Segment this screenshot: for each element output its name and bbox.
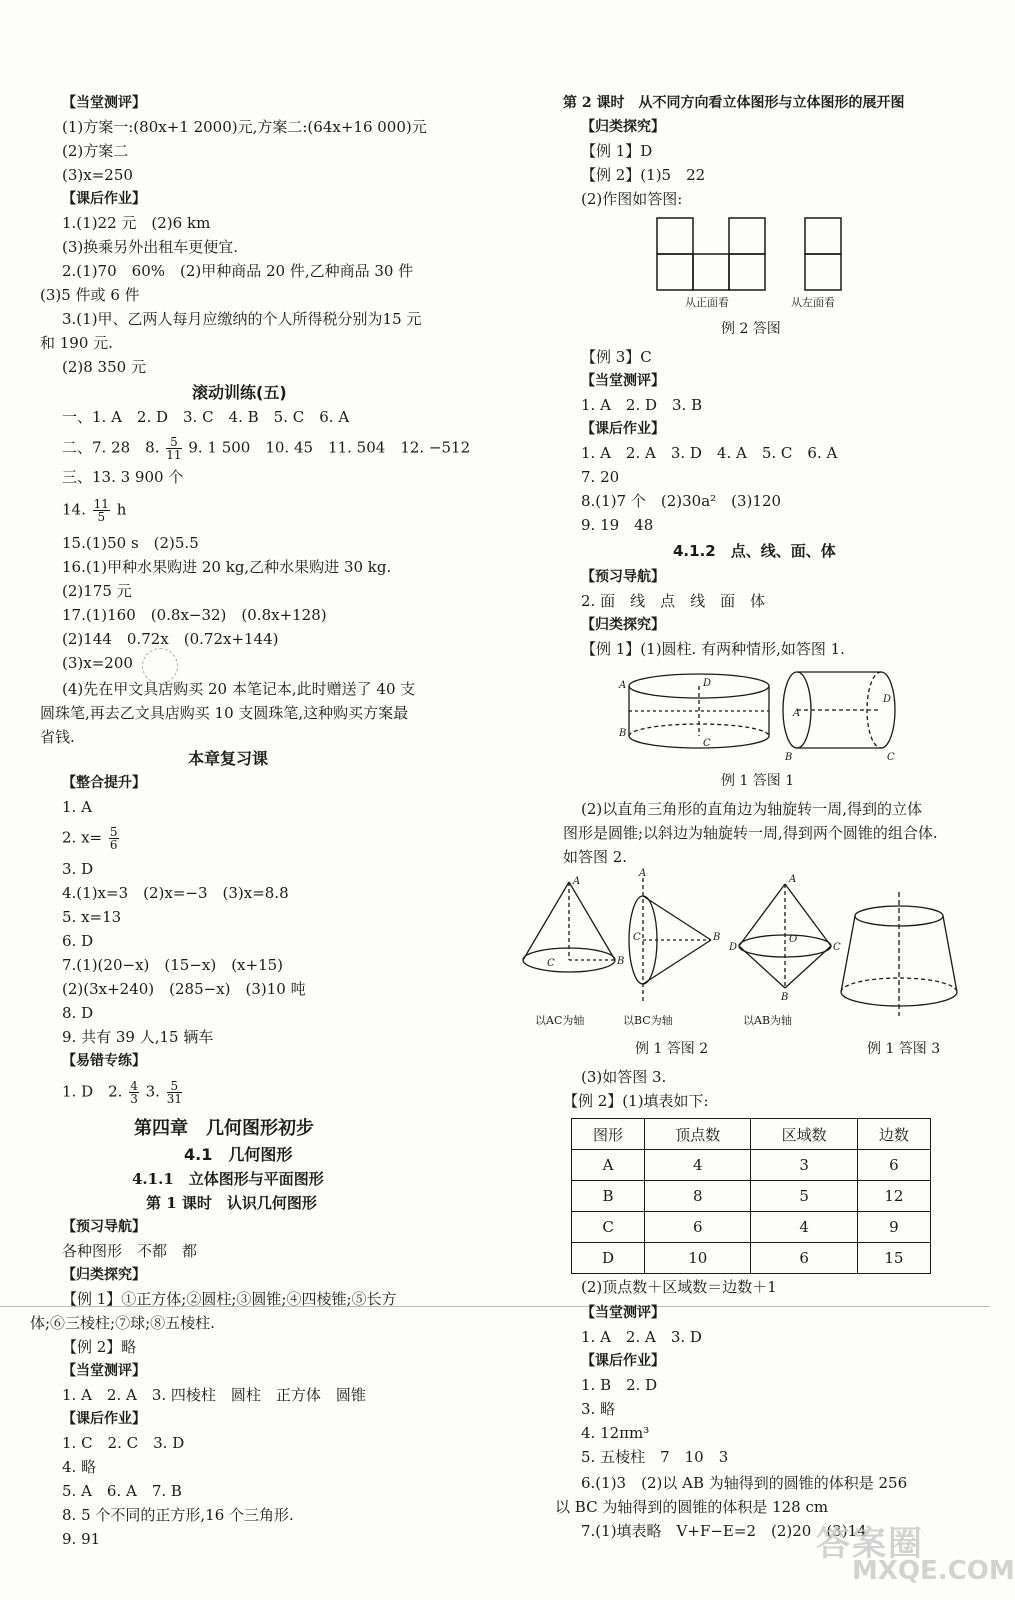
answer-line: 【例 1】①正方体;②圆柱;③圆锥;④四棱锥;⑤长方: [62, 1290, 397, 1308]
answer-line: (3)5 件或 6 件: [40, 286, 140, 304]
figure-caption: 例 1 答图 1: [721, 773, 795, 789]
section-heading: 【当堂测评】: [581, 1305, 665, 1321]
fraction: [109, 826, 119, 851]
answer-line: 5. x=13: [62, 908, 122, 926]
answer-line: (2)8 350 元: [62, 358, 146, 376]
table-cell: 4: [645, 1150, 751, 1181]
answer-line: 1. B 2. D: [581, 1376, 658, 1394]
answer-line: 【例 1】(1)圆柱. 有两种情形,如答图 1.: [581, 640, 845, 658]
answer-line: 【例 3】C: [581, 348, 652, 366]
table-cell: 4: [751, 1212, 857, 1243]
answer-line: 体;⑥三棱柱;⑦球;⑧五棱柱.: [30, 1314, 215, 1332]
answer-line: 15.(1)50 s (2)5.5: [62, 534, 199, 552]
point-label: C: [547, 958, 555, 969]
point-label: B: [713, 932, 721, 943]
answer-line: (3)换乘另外出租车更便宜.: [62, 238, 239, 256]
point-label: D: [703, 678, 712, 689]
cylinder-bottom-arc: [629, 736, 769, 748]
section-heading: 【归类探究】: [581, 119, 665, 135]
answer-line: 5. 五棱柱 7 10 3: [581, 1448, 729, 1466]
left-view-caption: 从左面看: [791, 296, 835, 309]
frustum-side: [943, 916, 957, 992]
answer-line: 1. A 2. D 3. B: [581, 396, 703, 414]
frustum: [841, 892, 957, 1016]
answer-line: 三、13. 3 900 个: [62, 468, 184, 486]
answer-line: (2)以直角三角形的直角边为轴旋转一周,得到的立体: [581, 800, 923, 818]
axis-caption: 以BC为轴: [623, 1014, 673, 1027]
denominator: 6: [109, 838, 118, 852]
axis-caption: 以AB为轴: [743, 1014, 793, 1027]
front-view-square: [657, 254, 693, 290]
fraction: [93, 498, 110, 523]
answer-line: 7. 20: [581, 468, 620, 486]
left-view-square: [805, 218, 841, 254]
table-row: [572, 1181, 931, 1212]
answer-line: 1. A 2. A 3. 四棱柱 圆柱 正方体 圆锥: [62, 1386, 366, 1404]
figure-caption: 例 1 答图 2: [635, 1041, 709, 1057]
answer-line: [62, 497, 127, 524]
section-heading: 【当堂测评】: [62, 1363, 146, 1379]
subsection-title: 4.1.2 点、线、面、体: [673, 542, 836, 560]
section-title: 滚动训练(五): [192, 383, 287, 402]
denominator: 31: [166, 1092, 182, 1106]
answer-line: 1.(1)22 元 (2)6 km: [62, 214, 211, 232]
answer-line: 3. 略: [581, 1400, 616, 1418]
scan-crease-line: [0, 1306, 990, 1307]
numerator: 4: [130, 1079, 138, 1093]
answer-line: (3)如答图 3.: [581, 1068, 667, 1086]
table-cell: 6: [645, 1212, 751, 1243]
answer-line: 8. 5 个不同的正方形,16 个三角形.: [62, 1506, 294, 1524]
answer-line: 3. D: [62, 860, 94, 878]
section-title: 本章复习课: [188, 749, 269, 768]
answer-text: 1. D 2.: [62, 1082, 123, 1101]
answer-line: 1. A 2. A 3. D: [581, 1328, 702, 1346]
numerator: 11: [93, 497, 109, 511]
answer-line: 圆珠笔,再去乙文具店购买 10 支圆珠笔,这种购买方案最: [40, 704, 409, 722]
answer-line: 【例 2】(1)填表如下:: [563, 1092, 709, 1110]
answer-line: (4)先在甲文具店购买 20 本笔记本,此时赠送了 40 支: [62, 680, 416, 698]
table-header: 顶点数: [645, 1119, 751, 1150]
answer-line: 【例 2】(1)5 22: [581, 166, 706, 184]
answer-line: (2)作图如答图:: [581, 190, 683, 208]
answer-line: 9. 19 48: [581, 516, 654, 534]
answer-line: 9. 91: [62, 1530, 101, 1548]
answer-line: 以 BC 为轴得到的圆锥的体积是 128 cm: [555, 1498, 829, 1516]
table-cell: 5: [751, 1181, 857, 1212]
answer-line: 如答图 2.: [563, 848, 628, 866]
table-header: 图形: [572, 1119, 645, 1150]
section-heading: 【整合提升】: [62, 775, 146, 791]
cone-bc-axis: [629, 878, 711, 1004]
table-cell: 3: [751, 1150, 857, 1181]
answer-line: 8.(1)7 个 (2)30a² (3)120: [581, 492, 782, 510]
front-view-caption: 从正面看: [685, 296, 729, 309]
answer-line: 6.(1)3 (2)以 AB 为轴得到的圆锥的体积是 256: [581, 1474, 908, 1492]
point-label: B: [617, 956, 625, 967]
section-heading: 【归类探究】: [581, 617, 665, 633]
answer-line: 1. A: [62, 798, 92, 816]
double-cone-ab-axis: [739, 884, 831, 988]
point-label: A: [619, 680, 627, 691]
answer-text: 3.: [145, 1082, 160, 1101]
lesson-title: 第 2 课时 从不同方向看立体图形与立体图形的展开图: [563, 95, 905, 111]
answer-line: 图形是圆锥;以斜边为轴旋转一周,得到两个圆锥的组合体.: [563, 824, 938, 842]
cylinder-right-arc: [881, 672, 895, 748]
point-label: B: [781, 992, 789, 1003]
watermark-logo: 答案圈: [816, 1524, 924, 1564]
answer-line: 16.(1)甲种水果购进 20 kg,乙种水果购进 30 kg.: [62, 558, 392, 576]
table-row: [572, 1150, 931, 1181]
point-label: A: [793, 708, 801, 719]
section-heading: 【课后作业】: [62, 191, 146, 207]
answer-line: (2)顶点数＋区域数＝边数＋1: [581, 1278, 777, 1296]
front-view-square: [729, 254, 765, 290]
denominator: 3: [130, 1092, 138, 1106]
front-view-square: [729, 218, 765, 254]
cone-base: [739, 935, 831, 957]
table-cell: 10: [645, 1243, 751, 1274]
answer-line: 7.(1)(20−x) (15−x) (x+15): [62, 956, 284, 974]
cone-side: [643, 940, 711, 984]
answer-text: 二、7. 28 8.: [62, 438, 160, 457]
table-cell: 12: [857, 1181, 930, 1212]
horizontal-cylinder: [629, 674, 769, 748]
left-view-grid: [805, 218, 841, 290]
answer-line: 5. A 6. A 7. B: [62, 1482, 182, 1500]
frustum-side: [841, 916, 855, 992]
left-view-square: [805, 254, 841, 290]
answer-line: (2)175 元: [62, 582, 132, 600]
section-heading: 【易错专练】: [62, 1053, 146, 1069]
answer-line: 4. 略: [62, 1458, 97, 1476]
section-heading: 【当堂测评】: [62, 95, 146, 111]
cone-ac-axis: [523, 882, 615, 972]
table-cell: 6: [751, 1243, 857, 1274]
point-label: C: [633, 932, 641, 943]
cone-figures: [519, 870, 959, 1020]
table-row: [572, 1243, 931, 1274]
data-table: [571, 1118, 931, 1274]
section-heading: 【预习导航】: [62, 1219, 146, 1235]
answer-line: 4.(1)x=3 (2)x=−3 (3)x=8.8: [62, 884, 289, 902]
answer-line: (2)(3x+240) (285−x) (3)10 吨: [62, 980, 306, 998]
denominator: 5: [97, 510, 106, 524]
point-label: C: [833, 942, 841, 953]
answer-line: 3.(1)甲、乙两人每月应缴纳的个人所得税分别为15 元: [62, 310, 422, 328]
table-header-row: [572, 1119, 931, 1150]
answer-text: 9. 1 500 10. 45 11. 504 12. −512: [188, 438, 471, 457]
answer-line: [62, 1079, 184, 1106]
answer-line: 2. 面 线 点 线 面 体: [581, 592, 766, 610]
answer-line: 一、1. A 2. D 3. C 4. B 5. C 6. A: [62, 408, 350, 426]
figure-caption: 例 1 答图 3: [867, 1041, 941, 1057]
point-label: D: [883, 694, 892, 705]
table-header: 区域数: [751, 1119, 857, 1150]
answer-line: [62, 435, 471, 462]
table-cell: D: [572, 1243, 645, 1274]
numerator: 5: [167, 1080, 182, 1093]
answer-line: 【例 1】D: [581, 142, 653, 160]
views-figure: [653, 214, 913, 294]
section-heading: 【课后作业】: [581, 1353, 665, 1369]
numerator: 5: [109, 825, 118, 839]
answer-line: (2)144 0.72x (0.72x+144): [62, 630, 279, 648]
answer-line: 1. A 2. A 3. D 4. A 5. C 6. A: [581, 444, 838, 462]
fraction: [129, 1080, 139, 1105]
answer-line: 7.(1)填表略 V+F−E=2 (2)20 (3)14: [581, 1522, 867, 1540]
answer-line: 17.(1)160 (0.8x−32) (0.8x+128): [62, 606, 327, 624]
section-heading: 【课后作业】: [62, 1411, 146, 1427]
point-label: C: [887, 752, 895, 763]
section-heading: 【当堂测评】: [581, 373, 665, 389]
front-view-grid: [657, 218, 765, 290]
table-cell: 6: [857, 1150, 930, 1181]
denominator: 11: [166, 448, 182, 462]
answer-line: 【例 2】略: [62, 1338, 137, 1356]
answer-text: 2. x=: [62, 828, 103, 847]
axis-caption: 以AC为轴: [535, 1014, 585, 1027]
answer-line: 2.(1)70 60% (2)甲种商品 20 件,乙种商品 30 件: [62, 262, 414, 280]
answer-line: 1. C 2. C 3. D: [62, 1434, 185, 1452]
point-label: A: [639, 868, 647, 879]
answer-line: (3)x=200: [62, 654, 133, 672]
table-row: [572, 1212, 931, 1243]
answer-line: (2)方案二: [62, 142, 129, 160]
section-heading: 【预习导航】: [581, 569, 665, 585]
subsection-title: 4.1.1 立体图形与平面图形: [132, 1170, 324, 1188]
answer-line: 各种图形 不都 都: [62, 1242, 198, 1260]
table-cell: 9: [857, 1212, 930, 1243]
answer-line: 和 190 元.: [40, 334, 113, 352]
fraction: [166, 436, 181, 461]
cylinder-figure-1: [619, 664, 939, 764]
front-view-square: [693, 254, 729, 290]
answer-line: 4. 12πm³: [581, 1424, 650, 1442]
cone-side: [643, 896, 711, 940]
numerator: 5: [166, 436, 181, 449]
answer-line: (1)方案一:(80x+1 2000)元,方案二:(64x+16 000)元: [62, 118, 427, 136]
answer-text: 14.: [62, 500, 86, 519]
fraction: [167, 1080, 182, 1105]
point-label: A: [789, 874, 797, 885]
answer-line: 9. 共有 39 人,15 辆车: [62, 1028, 214, 1046]
answer-line: 6. D: [62, 932, 94, 950]
chapter-title: 第四章 几何图形初步: [134, 1118, 314, 1139]
section-title: 4.1 几何图形: [184, 1145, 293, 1164]
answer-line: 8. D: [62, 1004, 94, 1022]
point-label: O: [789, 934, 798, 945]
point-label: D: [729, 942, 738, 953]
answer-line: [62, 825, 121, 852]
answer-line: 省钱.: [40, 728, 75, 746]
section-heading: 【归类探究】: [62, 1267, 146, 1283]
table-header: 边数: [857, 1119, 930, 1150]
answer-text: h: [116, 500, 127, 519]
watermark-logo: MXQE.COM: [852, 1556, 1015, 1586]
table-cell: 15: [857, 1243, 930, 1274]
table-cell: A: [572, 1150, 645, 1181]
point-label: A: [573, 876, 581, 887]
lesson-title: 第 1 课时 认识几何图形: [146, 1194, 317, 1212]
point-label: B: [785, 752, 793, 763]
table-cell: C: [572, 1212, 645, 1243]
front-view-square: [657, 218, 693, 254]
point-label: B: [619, 728, 627, 739]
figure-caption: 例 2 答图: [721, 321, 781, 337]
point-label: C: [703, 738, 711, 749]
section-heading: 【课后作业】: [581, 421, 665, 437]
table-cell: B: [572, 1181, 645, 1212]
table-cell: 8: [645, 1181, 751, 1212]
answer-line: (3)x=250: [62, 166, 133, 184]
